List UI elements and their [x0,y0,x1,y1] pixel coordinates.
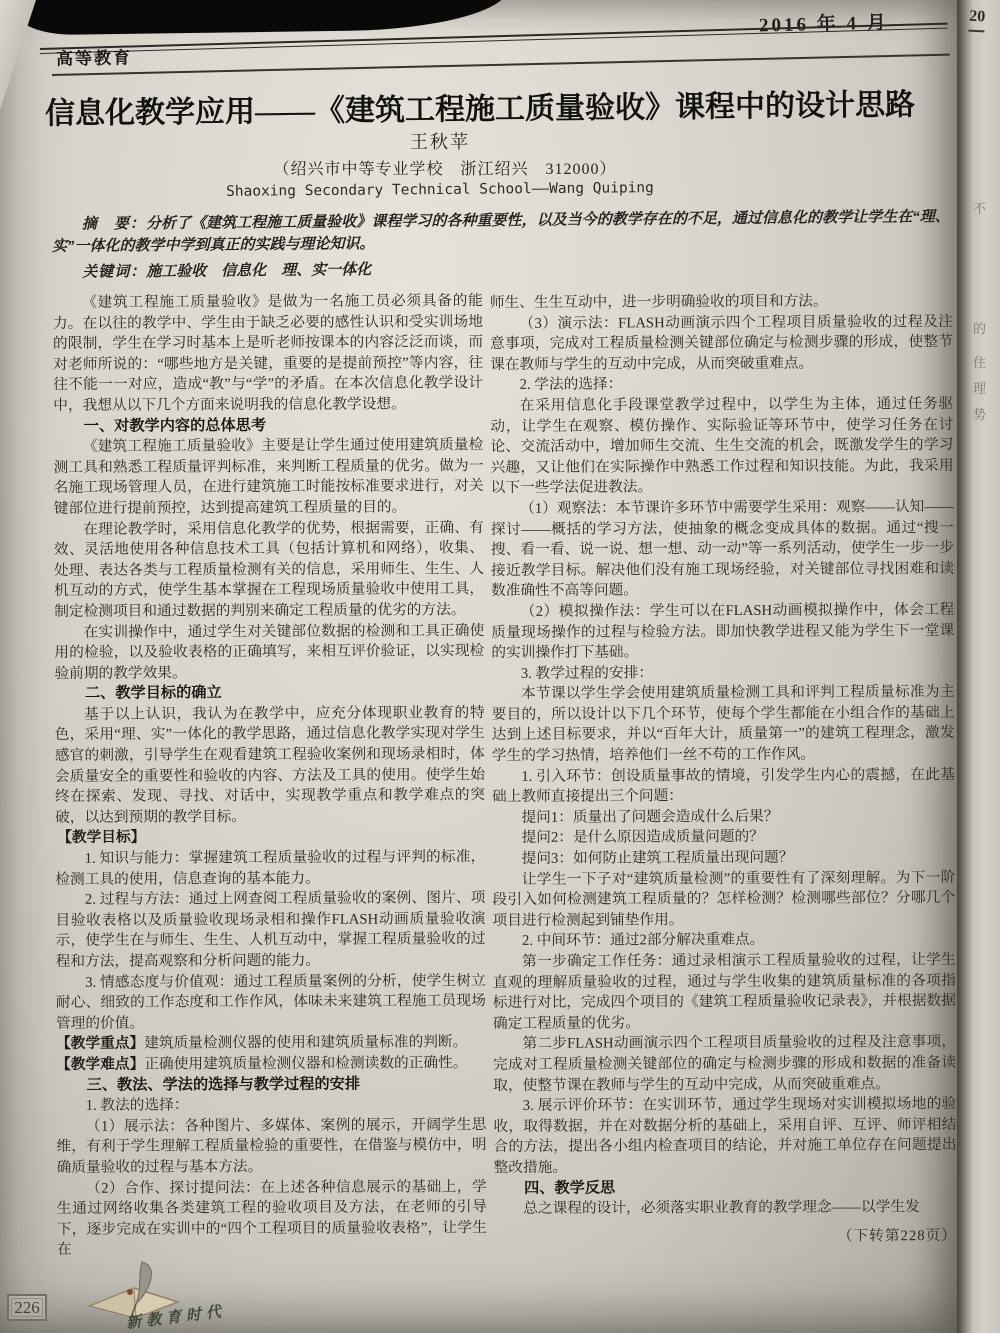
page-number: 226 [7,1294,47,1321]
paragraph: 在采用信息化手段课堂教学过程中，以学生为主体，通过任务驱动，让学生在观察、模仿操作、实际验证等环节中，使学习任务在讨论、交流活动中，增加师生交流、生生交流的机会，既激发学生的学习兴趣，又让他们在实际操作中熟悉工作过程和知识技能。为此，我采用以下一些学法促进教法。 [490,395,954,497]
section-label: 高等教育 [55,48,133,69]
paragraph: 提问2：是什么原因造成质量问题的？ [521,829,764,847]
paragraph-lead-label: 【教学难点】 [56,1056,145,1073]
paragraph: 《建筑工程施工质量验收》主要是让学生通过使用建筑质量检测工具和熟悉工程质量评判标准，来判断工程质量的优劣。做为一名施工现场管理人员，在进行建筑施工时能按标准要求进行，对关键部位进行提前预控，达到提高建筑工程质量的目的。 [53,437,484,517]
paragraph: 2. 中间环节：通过2部分解决重难点。 [521,932,765,950]
adjacent-page-text-fragment: 理 [973,381,987,396]
section-heading: 一、对教学内容的总体思考 [83,416,267,435]
adjacent-page-date-fragment: 20 [968,8,985,33]
paragraph: 在理论教学时，采用信息化教学的优势，根据需要，正确、有效、灵活地使用各种信息技术工具（包括计算机和网络），收集、处理、表达各类与工程质量检测有关的信息，采用师生、生生、人机互动的方式，使学生基本掌握在工程现场质量验收中使用工具，制定检测项目和通过数据的判别来确定工程质量的优劣的方法。 [53,519,485,620]
section-heading: 三、教法、学法的选择与教学过程的安排 [86,1075,361,1094]
author-affiliation: （绍兴市中等专业学校 浙江绍兴 312000） [273,161,617,178]
keywords-label: 关键词： [82,264,147,281]
paragraph: （3）演示法：FLASH动画演示四个工程项目质量验收的过程及注意事项，完成对工程质量检测关键部位确定与检测步骤的形成，使整节课在教师与学生的互动中完成，从而突破重难点。 [489,313,954,373]
section-heading: 二、教学目标的确立 [84,684,222,703]
paragraph: 提问3：如何防止建筑工程质量出现问题？ [521,849,794,867]
section-heading: 四、教学反思 [524,1179,616,1197]
photo-corner-shadow [14,0,509,35]
adjacent-page-text-fragment: 的 [973,321,987,336]
article-title: 信息化教学应用——《建筑工程施工质量验收》课程中的设计思路 [44,88,916,131]
paragraph: 1. 知识与能力：掌握建筑工程质量验收的过程与评判的标准，检测工具的使用，信息查询的基本能力。 [55,849,486,888]
keywords: 关键词：施工验收 信息化 理、实一体化 [82,262,372,281]
paragraph: 1. 教法的选择： [85,1097,189,1114]
paragraph: 【教学难点】正确使用建筑质量检测仪器和检测读数的正确性。 [56,1055,468,1073]
paragraph: 2. 学法的选择： [519,376,623,394]
paragraph: 让学生一下子对“建筑质量检测”的重要性有了深刻理解。为下一阶段引入如何检测建筑工程质量的？怎样检测？检测哪些部位？分哪几个项目进行检测起到铺垫作用。 [492,869,956,929]
paragraph: （2）模拟操作法：学生可以在FLASH动画模拟操作中，体会工程质量现场操作的过程与检验方法。即加快教学进程又能为学生下一堂课的实训操作打下基础。 [491,601,955,662]
author-name: 王秋苹 [410,132,470,152]
adjacent-page-text-fragment: 住 [973,355,987,370]
body-column-left [53,291,487,1305]
adjacent-page-text-fragment: 不 [973,201,987,216]
paragraph: 第二步FLASH动画演示四个工程项目质量验收的过程及注意事项，完成对工程质量检测关键部位的确定与检测步骤的形成和数据的准备读取，使整节课在教师与学生的互动中完成，从而突破重难点。 [493,1034,957,1094]
body-column-right [490,291,957,1305]
section-rule [52,54,950,76]
paragraph: 本节课以学生学会使用建筑质量检测工具和评判工程质量标准为主要目的，所以设计以下几个环节，使每个学生都能在小组合作的基础上达到上述目标要求，并以“百年大计，质量第一”的建筑工程理念，激发学生的学习热情，培养他们一丝不苟的工作作风。 [491,684,955,765]
continuation-note: （下转第228页） [837,1227,957,1245]
paragraph: 【教学重点】建筑质量检测仪器的使用和建筑质量标准的判断。 [56,1034,468,1053]
issue-date: 2016 年 4 月 [759,12,890,37]
paragraph: 《建筑工程施工质量验收》是做为一名施工员必须具备的能力。在以往的教学中、学生由于缺乏必要的感性认识和受实训场地的限制，学生在学习时基本上是听老师按课本的内容泛泛而谈，而对老师所说的：“哪些地方是关键，重要的是提前预控”等内容，往往不能一一对应，造成“教”与“学”的矛盾。在本次信息化教学设计中，我想从以下几个方面来说明我的信息化教学设想。 [52,293,484,414]
paragraph: （2）合作、探讨提问法：在上述各种信息展示的基础上，学生通过网络收集各类建筑工程的验收项目及方法，在老师的引导下，逐步完成在实训中的“四个工程项目的质量验收表格”，让学生在 [56,1178,487,1259]
abstract-block [52,206,951,284]
journal-brand: 新教育时代 [125,1303,227,1333]
paragraph-lead-label: 【教学重点】 [56,1035,145,1053]
paragraph: 提问1：质量出了问题会造成什么后果？ [521,808,779,826]
paragraph: 3. 展示评价环节：在实训环节，通过学生现场对实训模拟场地的验收，取得数据，并在对数据分析的基础上，采用自评、互评、师评相结合的方法，提出各小组内检查项目的结论，并对施工单位存在问题提出整改措施。 [493,1096,957,1176]
paragraph: 2. 过程与方法：通过上网查阅工程质量验收的案例、图片、项目验收表格以及质量验收现场录相和操作FLASH动画质量验收演示，使学生在与师生、生生、人机互动中，掌握工程质量验收的过程和方法，提高观察和分析问题的能力。 [55,890,486,970]
paragraph: 【教学目标】 [57,829,146,847]
paragraph: 基于以上认识，我认为在教学中，应充分体现职业教育的特色，采用“理、实”一体化的教学思路，通过信息化教学实现对学生感官的刺激，引导学生在观看建筑工程验收案例和现场录相时，体会质量安全的重要性和验收的内容、方法及工具的使用。使学生始终在探索、发现、寻找、对话中，实现教学重点和教学难点的突破，以达到预期的教学目标。 [54,704,486,826]
paragraph: 总之课程的设计，必须落实职业教育的教学理念——以学生发 [523,1199,920,1218]
paragraph: （1）观察法：本节课许多环节中需要学生采用：观察——认知——探讨——概括的学习方法，使抽象的概念变成具体的数据。通过“搜一搜、看一看、说一说、想一想、动一动”等一系列活动，使学生一步一步接近教学目标。解决他们没有施工现场经验，对关键部位寻找困难和读数准确性不高等问题。 [490,498,955,600]
paragraph: 第一步确定工作任务：通过录相演示工程质量验收的过程，让学生直观的理解质量验收的过程，通过与学生收集的建筑质量标准的各项指标进行对比，完成四个项目的《建筑工程质量验收记录表》，并根据数据确定工程质量的优劣。 [492,951,956,1032]
adjacent-page-text-fragment: 势 [973,407,987,422]
paragraph: 师生、生生互动中，进一步明确验收的项目和方法。 [489,293,828,312]
abstract-label: 摘 要： [81,216,146,233]
paragraph: 1. 引入环节：创设质量事故的情境，引发学生内心的震撼，在此基础上教师直接提出三个问题： [491,766,955,806]
author-affiliation-english: Shaoxing Secondary Technical School——Wang Quiping [226,180,654,200]
paragraph: 在实训操作中，通过学生对关键部位数据的检测和工具正确使用的检验，以及验收表格的正确填写，来相互评价验证，以实现检验前期的教学效果。 [54,622,485,682]
abstract: 摘 要：分析了《建筑工程施工质量验收》课程学习的各种重要性，以及当今的教学存在的不足，通过信息化的教学让学生在“理、实”一体化的教学中学到真正的实践与理论知识。 [51,209,950,255]
paragraph: 3. 教学过程的安排： [520,664,654,682]
paragraph: （1）展示法：各种图片、多媒体、案例的展示，开阔学生思维，有利于学生理解工程质量检验的重要性，在借鉴与模仿中，明确质量验收的过程与基本方法。 [56,1116,487,1176]
adjacent-page-edge [957,0,1000,1333]
paragraph: 3. 情感态度与价值观：通过工程质量案例的分析，使学生树立耐心、细致的工作态度和工作作风，体味未来建筑工程施工员现场管理的价值。 [55,972,486,1032]
